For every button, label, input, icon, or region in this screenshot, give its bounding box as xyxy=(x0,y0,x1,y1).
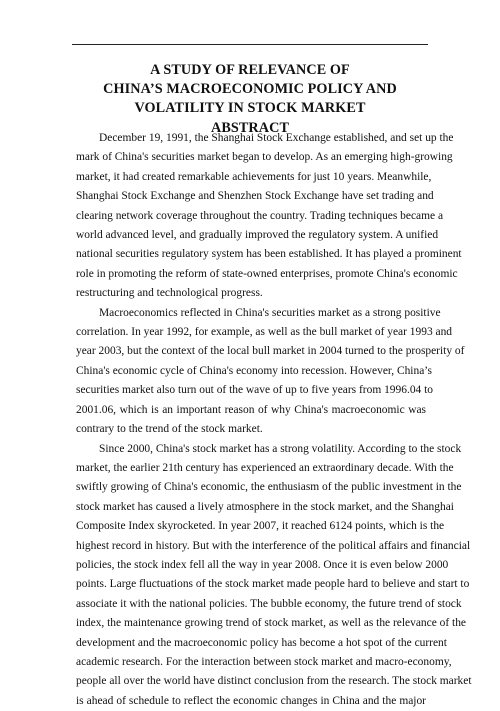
text-line: China's economic cycle of China's economy into recession. However, China’s xyxy=(76,362,426,381)
text-line: 2001.06, which is an important reason of why China's macroeconomic was xyxy=(76,401,426,420)
text-line: market, it had created remarkable achievements for just 10 years. Meanwhile, xyxy=(76,168,426,187)
text-line: development and the macroeconomic policy has become a hot spot of the current xyxy=(76,634,426,653)
text-line: year 2003, but the context of the local bull market in 2004 turned to the prosperity of xyxy=(76,342,426,361)
paragraph-3 xyxy=(76,440,426,711)
text-line: world advanced level, and gradually improved the regulatory system. A unified xyxy=(76,226,426,245)
text-line: December 19, 1991, the Shanghai Stock Exchange established, and set up the xyxy=(76,129,426,148)
title-line-3: VOLATILITY IN STOCK MARKET xyxy=(60,99,440,118)
title-line-1: A STUDY OF RELEVANCE OF xyxy=(60,61,440,80)
abstract-body xyxy=(76,129,426,711)
text-line: securities market also turn out of the wave of up to five years from 1996.04 to xyxy=(76,381,426,400)
text-line: contrary to the trend of the stock market. xyxy=(76,420,426,439)
text-line: index, the maintenance growing trend of stock market, as well as the relevance of the xyxy=(76,614,426,633)
text-line: policies, the stock index fell all the way in year 2008. Once it is even below 2000 xyxy=(76,556,426,575)
text-line: points. Large fluctuations of the stock market made people hard to believe and start to xyxy=(76,575,426,594)
text-line: clearing network coverage throughout the country. Trading techniques became a xyxy=(76,207,426,226)
text-line: Composite Index skyrocketed. In year 2007, it reached 6124 points, which is the xyxy=(76,517,426,536)
text-line: mark of China's securities market began to develop. As an emerging high-growing xyxy=(76,148,426,167)
text-line: stock market has caused a lively atmosphere in the stock market, and the Shanghai xyxy=(76,498,426,517)
paragraph-1 xyxy=(76,129,426,304)
text-line: people all over the world have distinct conclusion from the research. The stock market xyxy=(76,672,426,691)
text-line: Since 2000, China's stock market has a strong volatility. According to the stock xyxy=(76,440,426,459)
text-line: swiftly growing of China's economic, the enthusiasm of the public investment in the xyxy=(76,478,426,497)
text-line: role in promoting the reform of state-owned enterprises, promote China's economic xyxy=(76,265,426,284)
title-block xyxy=(60,61,440,138)
text-line: Shanghai Stock Exchange and Shenzhen Stock Exchange have set trading and xyxy=(76,187,426,206)
text-line: restructuring and technological progress. xyxy=(76,284,426,303)
abstract-heading: ABSTRACT xyxy=(60,119,440,138)
text-line: academic research. For the interaction between stock market and macro-economy, xyxy=(76,653,426,672)
text-line: correlation. In year 1992, for example, as well as the bull market of year 1993 and xyxy=(76,323,426,342)
paragraph-2 xyxy=(76,304,426,440)
text-line: market, the earlier 21th century has experienced an extraordinary decade. With the xyxy=(76,459,426,478)
text-line: Macroeconomics reflected in China's securities market as a strong positive xyxy=(76,304,426,323)
text-line: is ahead of schedule to reflect the economic changes in China and the major xyxy=(76,692,426,711)
header-rule xyxy=(72,44,428,45)
text-line: national securities regulatory system has been established. It has played a prominent xyxy=(76,245,426,264)
text-line: associate it with the national policies. The bubble economy, the future trend of stock xyxy=(76,595,426,614)
text-line: highest record in history. But with the interference of the political affairs and financial xyxy=(76,537,426,556)
title-line-2: CHINA’S MACROECONOMIC POLICY AND xyxy=(60,80,440,99)
